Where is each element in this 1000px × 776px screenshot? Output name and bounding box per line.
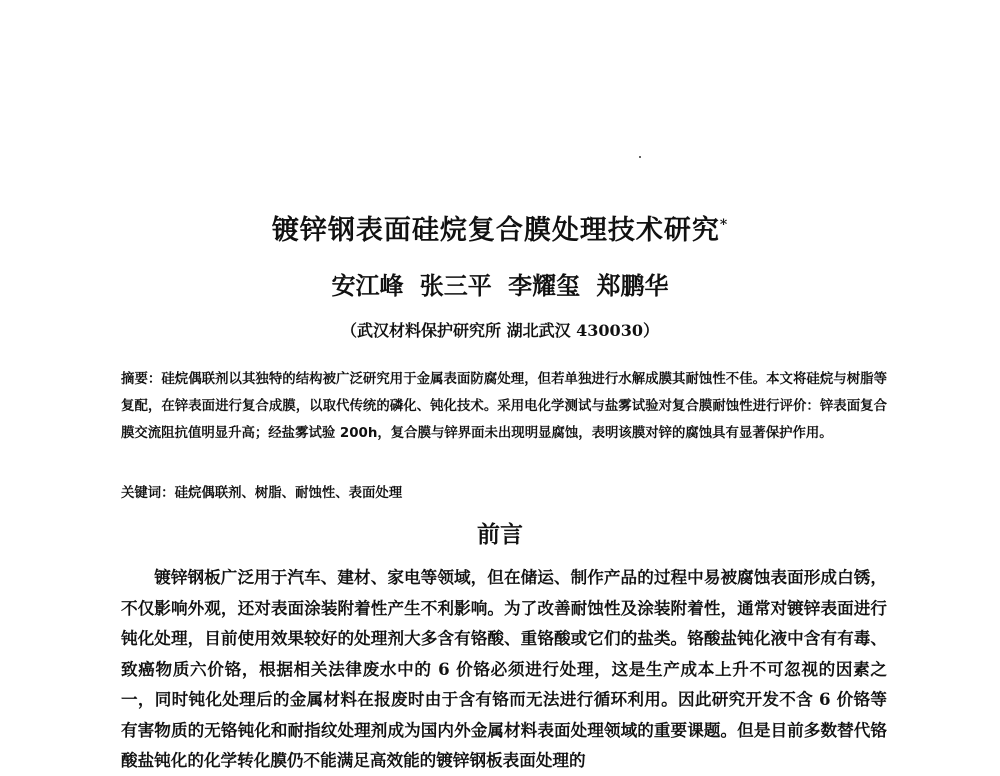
keywords-text: 硅烷偶联剂、树脂、耐蚀性、表面处理 xyxy=(174,486,403,501)
scan-speck xyxy=(639,156,641,158)
section-heading: 前言 xyxy=(477,521,523,548)
keywords xyxy=(121,482,887,501)
title-footnote-mark: * xyxy=(719,217,729,233)
paper-title xyxy=(0,208,1000,247)
abstract-label: 摘要： xyxy=(121,372,162,387)
abstract xyxy=(121,366,887,447)
author-list: 安江峰 张三平 李耀玺 郑鹏华 xyxy=(331,271,669,300)
affiliation: （武汉材料保护研究所 湖北武汉 430030） xyxy=(341,321,659,340)
abstract-text: 硅烷偶联剂以其独特的结构被广泛研究用于金属表面防腐处理，但若单独进行水解成膜其耐蚀性不佳。本文将硅烷与树脂等复配，在锌表面进行复合成膜，以取代传统的磷化、钝化技术。采用电化学测试与盐雾试验对复合膜耐蚀性进行评价：锌表面复合膜交流阻抗值明显升高；经盐雾试验 200h，复合膜与锌界面未出现明显腐蚀，表明该膜对锌的腐蚀具有显著保护作用。 xyxy=(121,372,888,441)
keywords-label: 关键词： xyxy=(121,486,175,501)
body-paragraph: 镀锌钢板广泛用于汽车、建材、家电等领域，但在储运、制作产品的过程中易被腐蚀表面形成白锈，不仅影响外观，还对表面涂装附着性产生不利影响。为了改善耐蚀性及涂装附着性，通常对镀锌表面进行钝化处理，目前使用效果较好的处理剂大多含有铬酸、重铬酸或它们的盐类。铬酸盐钝化液中含有有毒、致癌物质六价铬，根据相关法律废水中的 6 价铬必须进行处理，这是生产成本上升不可忽视的因素之一，同时钝化处理后的金属材料在报废时由于含有铬而无法进行循环利用。因此研究开发不含 6 价铬等有害物质的无铬钝化和耐指纹处理剂成为国内外金属材料表面处理领域的重要课题。但是目前多数替代铬酸盐钝化的化学转化膜仍不能满足高效能的镀锌钢板表面处理的 xyxy=(121,567,887,770)
title-text: 镀锌钢表面硅烷复合膜处理技术研究 xyxy=(271,215,720,246)
